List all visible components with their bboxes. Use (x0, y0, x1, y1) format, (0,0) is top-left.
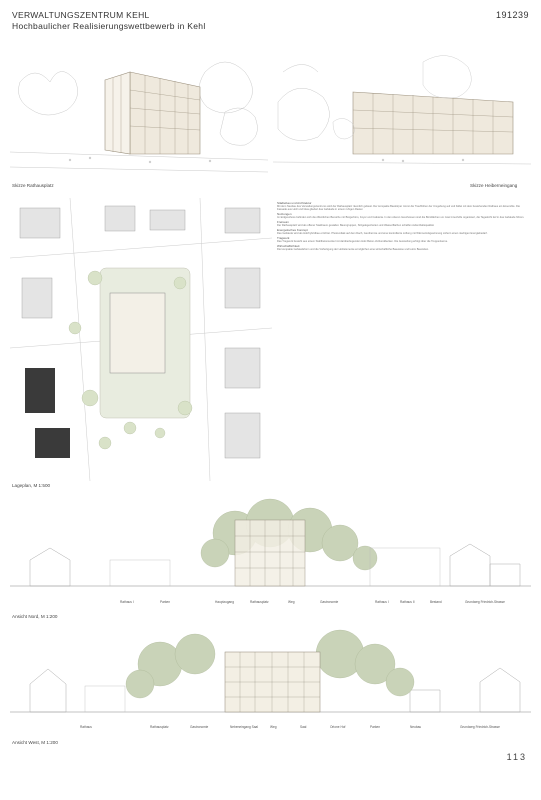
elevation-label: Nebeneingang Saal (230, 725, 259, 729)
elevation-label: Gastronomie (320, 600, 339, 604)
caption-elev-north: Ansicht Nord, M 1:200 (12, 614, 58, 619)
heading-freiraum: Freiraum (277, 220, 290, 225)
elevation-label: Parken (370, 725, 381, 729)
title-line1: VERWALTUNGSZENTRUM KEHL (12, 10, 150, 20)
title-line2: Hochbaulicher Realisierungswettbewerb in Kehl (12, 20, 206, 31)
elevation-label: Rathaus I (375, 600, 389, 604)
page-number: 113 (506, 752, 527, 762)
heading-wirtschaftlichkeit: Wirtschaftlichkeit (277, 244, 300, 249)
elevation-label: Weg (288, 600, 295, 604)
heading-staedtebau: Städtebau und Architektur (277, 201, 312, 205)
elevation-label: Parken (160, 600, 171, 604)
elevation-label: Hauptzugang (215, 600, 234, 604)
project-description (277, 202, 530, 474)
elevation-label: Grundweg Friedrich-Strasse (460, 725, 500, 729)
heading-nutzungen: Nutzungen (277, 212, 292, 217)
site-plan (10, 198, 272, 481)
sketch-rathausplatz (10, 42, 268, 180)
elevation-west (10, 624, 531, 724)
elevation-label: Gastronomie (190, 725, 209, 729)
paragraph-freiraum: Der Rathausplatz wird als offener Stadtraum gestaltet. Baumgruppen, Sitzgelegenheiten und Wasserflächen schaffen Aufenthaltsqualität. (277, 224, 435, 228)
project-title (12, 10, 206, 31)
heading-energie: Energetisches Konzept (277, 228, 308, 233)
caption-elev-west: Ansicht West, M 1:200 (12, 740, 58, 745)
elevation-north (10, 498, 531, 598)
elevation-label: Saal (300, 725, 307, 729)
elevation-label: Grundweg Friedrich-Strasse (465, 600, 505, 604)
heading-tragwerk: Tragwerk (277, 236, 290, 241)
elevation-label: Orione Hof (330, 725, 346, 729)
paragraph-tragwerk: Das Tragwerk besteht aus einem Stahlbetonsockel mit darüberliegenden Holz-Beton-Verbunddecken. Die Aussteifung erfolgt über die Treppenkerne. (277, 240, 448, 244)
caption-sketch-right: Skizze Heiberneingang (470, 183, 518, 188)
paragraph-nutzungen: Im Erdgeschoss befinden sich die öffentlichen Bereiche mit Bürgerbüro, Foyer und Cafeteria. In den oberen Geschossen sind die Büroflächen um zwei Innenhöfe organisiert, die Tageslicht tief in das Gebäude führen. (277, 216, 525, 220)
elevation-label: Rathausplatz (250, 600, 269, 604)
elevation-label: Rathaus II (400, 600, 415, 604)
paragraph-wirtschaftlichkeit: Die kompakte Gebäudeform und die Vorfertigung der Holzelemente ermöglichen eine wirtschaftliche Bauweise und kurze Bauzeiten. (277, 248, 429, 252)
elevation-label: Rathaus I (120, 600, 134, 604)
caption-site-plan: Lageplan, M 1:500 (12, 483, 51, 488)
entry-number: 191239 (495, 10, 529, 20)
paragraph-energie: Das Gebäude wird als Holzhybridbau errichtet. Photovoltaik auf dem Dach, Geothermie und eine kontrollierte Lüftung mit Wärmerückgewinnung sichern einen niedrigen Energiebedarf. (277, 232, 488, 236)
elevation-label: Neubau (410, 725, 422, 729)
caption-sketch-left: Skizze Rathausplatz (12, 183, 54, 188)
elevation-label: Rathaus (80, 725, 92, 729)
elevation-label: Rathausplatz (150, 725, 169, 729)
paragraph-staedtebau: Mit dem Neubau des Verwaltungszentrums wird der Rathausplatz räumlich gefasst. Der kompakte Baukörper nimmt die Traufhöhen der Umgebung auf und bildet mit dem bestehenden Rathaus ein Ensemble. Die Fassade aus Holz und Glas gliedert das Gebäude in einem ruhigen Raster. (277, 205, 520, 212)
sketch-heiberneingang (273, 42, 531, 180)
elevation-label: Bestand (430, 600, 442, 604)
elevation-label: Weg (270, 725, 277, 729)
